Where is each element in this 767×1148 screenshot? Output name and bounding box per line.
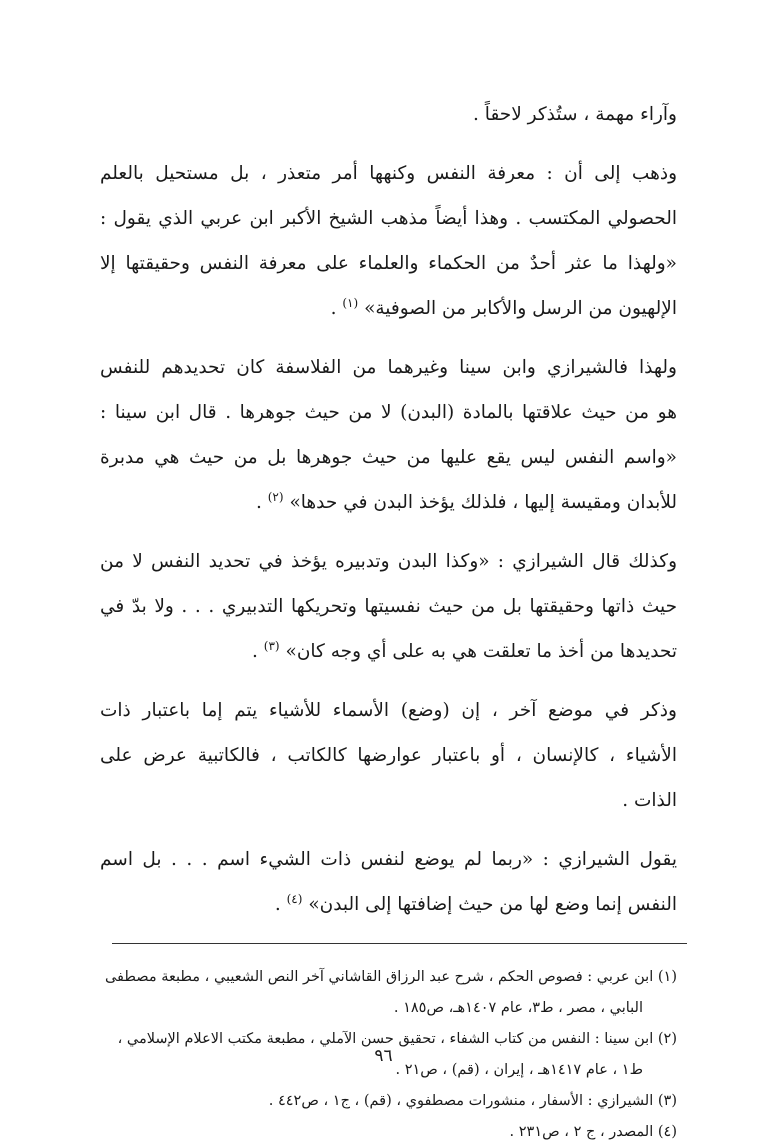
footnote xyxy=(100,1086,677,1117)
footnote-continuation: البابي ، مصر ، ط٣، عام ١٤٠٧هـ، ص١٨٥ . xyxy=(393,1000,643,1016)
text-line: وذهب إلى أن : معرفة النفس وكنهها أمر متعذر ، بل مستحيل بالعلم xyxy=(100,163,677,184)
footnote-text: ابن سينا : النفس من كتاب الشفاء ، تحقيق حسن الآملي ، مطبعة مكتب الاعلام الإسلامي ، xyxy=(117,1031,654,1047)
text-line: وكذلك قال الشيرازي : «وكذا البدن وتدبيره يؤخذ في تحديد النفس لا من xyxy=(100,551,677,572)
footnote-reference: (٣) xyxy=(263,638,280,653)
text-line: النفس إنما وضع لها من حيث إضافتها إلى البدن» xyxy=(308,894,677,915)
footnote-reference: (٤) xyxy=(286,891,303,906)
text-line: للأبدان ومقيسة إليها ، فلذلك يؤخذ البدن في حدها» xyxy=(289,492,677,513)
text-line: وذكر في موضع آخر ، إن (وضع) الأسماء للأشياء يتم إما باعتبار ذات xyxy=(100,700,677,721)
text-line: الذات . xyxy=(622,790,677,811)
text-line: الإلهيون من الرسل والأكابر من الصوفية» xyxy=(364,298,677,319)
footnote-text: ابن عربي : فصوص الحكم ، شرح عبد الرزاق القاشاني آخر النص الشعيبي ، مطبعة مصطفى xyxy=(104,969,654,985)
text-line: وآراء مهمة ، ستُذكر لاحقاً . xyxy=(473,104,677,125)
text-line: الحصولي المكتسب . وهذا أيضاً مذهب الشيخ الأكبر ابن عربي الذي يقول : xyxy=(100,208,677,229)
text-line-with-ref: الإلهيون من الرسل والأكابر من الصوفية» $^{(١)}$ . xyxy=(330,295,677,319)
footnote-number: (٣) xyxy=(657,1093,677,1109)
text-line: «ولهذا ما عثر أحدٌ من الحكماء والعلماء على معرفة النفس وحقيقتها إلا xyxy=(100,253,677,274)
text-line-with-ref: النفس إنما وضع لها من حيث إضافتها إلى البدن» $^{(٤)}$ . xyxy=(274,891,677,915)
text-line: يقول الشيرازي : «ربما لم يوضع لنفس ذات الشيء اسم . . . بل اسم xyxy=(100,849,677,870)
paragraph xyxy=(100,92,677,137)
text-line: ولهذا فالشيرازي وابن سينا وغيرهما من الفلاسفة كان تحديدهم للنفس xyxy=(100,357,677,378)
text-line: تحديدها من أخذ ما تعلقت هي به على أي وجه كان» xyxy=(285,641,677,662)
footnote-reference: (١) xyxy=(342,295,359,310)
footnote-continuation: ط١ ، عام ١٤١٧هـ ، إيران ، (قم) ، ص٢١ . xyxy=(395,1062,643,1078)
page-number: ٩٦ xyxy=(374,1046,393,1066)
footnote xyxy=(100,1117,677,1148)
footnote-reference: (٢) xyxy=(267,489,284,504)
text-line: «واسم النفس ليس يقع عليها من حيث جوهرها بل من حيث هي مدبرة xyxy=(100,447,677,468)
footnote-number: (٤) xyxy=(657,1124,677,1140)
text-line: حيث ذاتها وحقيقتها بل من حيث نفسيتها وتحريكها التدبيري . . . ولا بدّ في xyxy=(100,596,677,617)
footnote-separator xyxy=(112,943,687,944)
paragraph xyxy=(100,151,677,331)
paragraph xyxy=(100,345,677,525)
footnote-number: (٢) xyxy=(657,1031,677,1047)
body-text xyxy=(100,92,677,927)
footnote-number: (١) xyxy=(657,969,677,985)
footnote xyxy=(100,962,677,993)
paragraph xyxy=(100,837,677,927)
footnote-text: المصدر ، ج ٢ ، ص٢٣١ . xyxy=(509,1124,654,1140)
paragraph xyxy=(100,688,677,823)
text-line: الأشياء ، كالإنسان ، أو باعتبار عوارضها كالكاتب ، فالكاتبية عرض على xyxy=(100,745,677,766)
text-line: هو من حيث علاقتها بالمادة (البدن) لا من حيث جوهرها . قال ابن سينا : xyxy=(100,402,677,423)
footnote-text: الشيرازي : الأسفار ، منشورات مصطفوي ، (قم) ، ج١ ، ص٤٤٢ . xyxy=(268,1093,654,1109)
paragraph xyxy=(100,539,677,674)
text-line-with-ref: للأبدان ومقيسة إليها ، فلذلك يؤخذ البدن في حدها» $^{(٢)}$ . xyxy=(255,489,677,513)
text-line-with-ref: تحديدها من أخذ ما تعلقت هي به على أي وجه كان» $^{(٣)}$ . xyxy=(252,638,677,662)
